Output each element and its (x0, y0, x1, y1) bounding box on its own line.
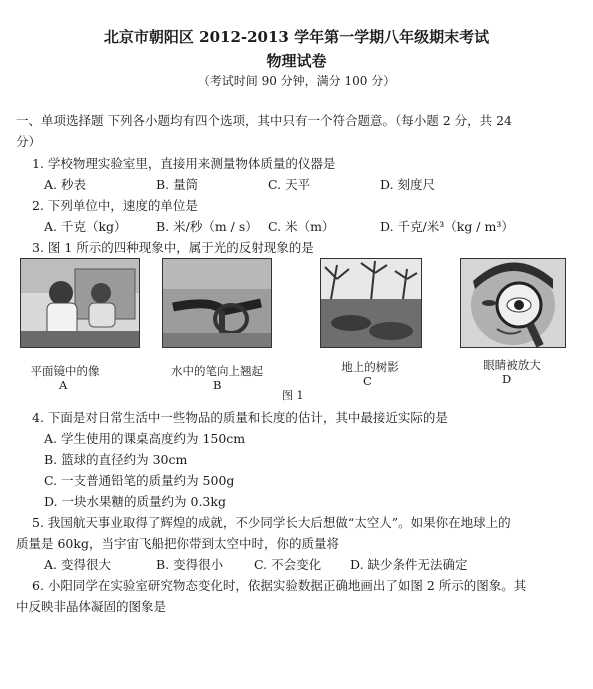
q4-option-c: C. 一支普通铅笔的质量约为 500g (44, 473, 235, 488)
figure-1-label: 图 1 (282, 389, 304, 402)
figure-letter-d: D (502, 372, 512, 386)
q2-option-b: B. 米/秒（m / s） (156, 219, 258, 234)
q4-option-d: D. 一块水果糖的质量约为 0.3kg (44, 494, 226, 509)
figure-caption-b: 水中的笔向上翘起 (171, 364, 263, 378)
question-2: 2. 下列单位中，速度的单位是 (32, 198, 198, 213)
section-heading-cont: 分） (16, 134, 42, 149)
section-heading: 一、单项选择题 下列各小题均有四个选项，其中只有一个符合题意。（每小题 2 分，共 24 (16, 113, 513, 128)
figure-panel-c-image (320, 258, 422, 348)
q1-option-a: A. 秒表 (44, 177, 86, 192)
exam-subject-title: 物理试卷 (266, 52, 327, 70)
q1-option-d: D. 刻度尺 (380, 177, 436, 192)
figure-letter-c: C (363, 374, 372, 388)
figure-caption-d: 眼睛被放大 (483, 358, 541, 372)
q5-option-d: D. 缺少条件无法确定 (350, 557, 468, 572)
q4-option-b: B. 篮球的直径约为 30cm (44, 452, 188, 467)
q5-option-c: C. 不会变化 (254, 557, 322, 572)
question-3: 3. 图 1 所示的四种现象中，属于光的反射现象的是 (32, 240, 314, 255)
figure-caption-c: 地上的树影 (341, 360, 399, 374)
figure-letter-a: A (59, 378, 68, 392)
q1-option-b: B. 量筒 (156, 177, 199, 192)
exam-time-note: （考试时间 90 分钟，满分 100 分） (197, 74, 396, 88)
figure-panel-b-image (162, 258, 272, 348)
q2-option-a: A. 千克（kg） (44, 219, 127, 234)
figure-panel-a-image (20, 258, 140, 348)
question-1: 1. 学校物理实验室里，直接用来测量物体质量的仪器是 (32, 156, 336, 171)
question-5: 5. 我国航天事业取得了辉煌的成就，不少同学长大后想做“太空人”。如果你在地球上的 (32, 515, 511, 530)
question-5-cont: 质量是 60kg，当宇宙飞船把你带到太空中时，你的质量将 (16, 536, 339, 551)
q2-option-d: D. 千克/米³（kg / m³） (380, 219, 514, 234)
q4-option-a: A. 学生使用的课桌高度约为 150cm (44, 431, 246, 446)
question-6: 6. 小阳同学在实验室研究物态变化时，依据实验数据正确地画出了如图 2 所示的图象。其 (32, 578, 527, 593)
question-4: 4. 下面是对日常生活中一些物品的质量和长度的估计，其中最接近实际的是 (32, 410, 448, 425)
question-6-cont: 中反映非晶体凝固的图象是 (16, 599, 167, 614)
q2-option-c: C. 米（m） (268, 219, 335, 234)
figure-panel-d-image (460, 258, 566, 348)
figure-letter-b: B (213, 378, 222, 392)
q5-option-b: B. 变得很小 (156, 557, 224, 572)
exam-title: 北京市朝阳区 2012-2013 学年第一学期八年级期末考试 (103, 28, 490, 46)
q1-option-c: C. 天平 (268, 177, 311, 192)
q5-option-a: A. 变得很大 (44, 557, 111, 572)
figure-caption-a: 平面镜中的像 (30, 364, 100, 378)
